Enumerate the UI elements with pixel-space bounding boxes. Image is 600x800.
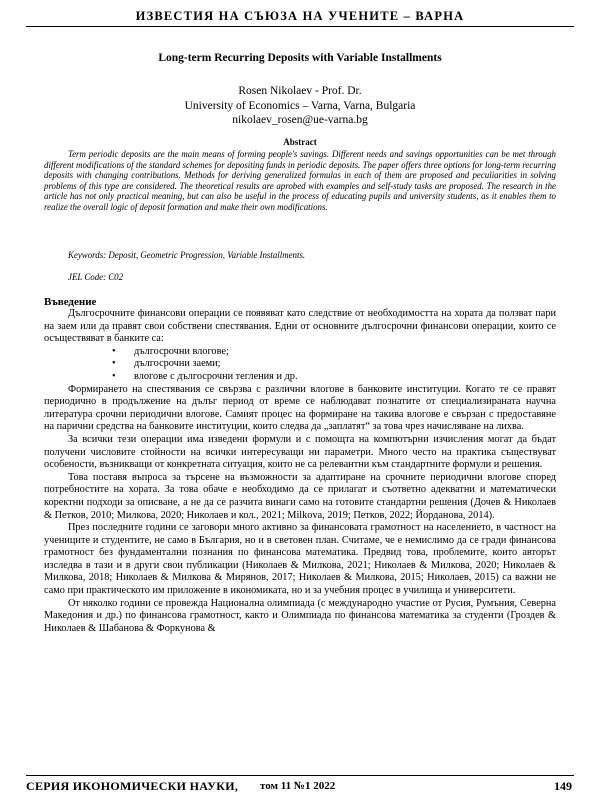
paragraph-5: През последните години се заговори много активно за финансовата грамотност на населението, в частност на учениците и студентите, не само в България, но и в световен план. Считаме, че е немислимо да се гради финансова грамотност без фундаментални познания по финансова математика. Предвид това, проблемите, които авторът изследва в тази и в други свои публикации (Николаев & Милкова, 2021; Николаев & Милкова, 2020; Николаев & Милкова, 2018; Николаев & Милкова & Мирянов, 2017; Николаев & Милкова, 2015; Николаев, 2015) са важни не само при практическото им приложение в икономиката, но и за учебния процес в училища и университети. — [44, 522, 556, 597]
list-item: • влогове с дългосрочни тегления и др. — [112, 370, 298, 382]
page-number: 149 — [554, 779, 572, 793]
abstract-heading: Abstract — [283, 137, 317, 147]
journal-footer — [26, 775, 574, 798]
paragraph-1: Дългосрочните финансови операции се появяват като следствие от необходимостта на хората да ползват пари на заем или да правят свои собствени спестявания. Едни от основните дългосрочни финансови операции, които се осъществяват в банките са: — [44, 308, 556, 345]
paragraph-4: Това поставя въпроса за търсене на възможности за адаптиране на срочните периодични влогове според потребностите на хората. За това обаче е необходимо да се прилагат и съответно адекватни и математически коректни подходи за описване, а не да се разчита винаги само на готовите стандартни решения (Дочев & Николаев & Петков, 2010; Милкова, 2020; Николаев и кол., 2021; Milkova, 2019; Петков, 2022; Йорданова, 2014). — [44, 471, 556, 521]
author-affiliation: University of Economics – Varna, Varna, Bulgaria — [184, 99, 416, 112]
paragraph-6: От няколко години се провежда Национална олимпиада (с международно участие от Русия, Румъния, Северна Македония и др.) по финансова грамотност, както и Олимпиада по финансова математика за студенти (Гроздев & Николаев & Шабанова & Форкунова & — [44, 597, 556, 634]
bullet-icon: • — [112, 345, 116, 357]
paragraph-3: За всички тези операции има изведени формули и с помощта на компютърни изчисления могат да бъдат получени числовите стойности на всички интересуващи ни параметри. Много често на практика съществуват особености, възникващи от конкретната ситуация, които не са релевантни към стандартните формули и решения. — [44, 433, 556, 471]
list-item: • дългосрочни заеми; — [112, 358, 221, 370]
paper-title: Long-term Recurring Deposits with Variable Installments — [158, 52, 442, 64]
introduction-heading: Въведение — [44, 296, 97, 308]
author-name: Rosen Nikolaev - Prof. Dr. — [238, 85, 362, 97]
abstract-text: Term periodic deposits are the main means of forming people's savings. Different needs and savings opportunities can be met through different modifications of the standard schemes for depositing funds in periodic deposits. The paper offers three options for long-term recurring deposits with changing contributions. Methods for deriving generalized formulas in each of them are proposed and peculiarities in solving problems of this type are considered. The theoretical results are aprobed with examples and self-study tasks are proposed. The research in the article has not only practical meaning, but can also be useful in the process of educating pupils and university students, as it enables them to realize the overall logic of deposit formation and make their own modifications. — [44, 149, 556, 212]
list-item: • дългосрочни влогове; — [112, 345, 229, 357]
author-block — [40, 84, 560, 128]
bullet-icon: • — [112, 358, 116, 370]
jel-code-line: JEL Code: C02 — [68, 272, 124, 282]
footer-issue: том 11 №1 2022 — [260, 780, 336, 792]
journal-header: ИЗВЕСТИЯ НА СЪЮЗА НА УЧЕНИТЕ – ВАРНА — [26, 6, 574, 27]
operations-list — [44, 346, 556, 384]
paragraph-2: Формирането на спестявания се свързва с различни влогове в банковите институции. Когато те се правят периодично в продължение на дълъг период от време се наблюдават познатите от специализираната научна литература срочни периодични влогове. Самият процес на формиране на такива влогове е свързан с предоставяне на парични средства на банковите институции, които следва да „заплатят“ за това чрез начисляване на лихва. — [44, 383, 556, 433]
introduction-body — [44, 308, 556, 635]
keywords-line: Keywords: Deposit, Geometric Progression, Variable Installments. — [68, 250, 306, 260]
bullet-icon: • — [112, 370, 116, 382]
footer-series: СЕРИЯ ИКОНОМИЧЕСКИ НАУКИ, — [26, 779, 239, 793]
author-email: nikolaev_rosen@ue-varna.bg — [232, 114, 368, 126]
